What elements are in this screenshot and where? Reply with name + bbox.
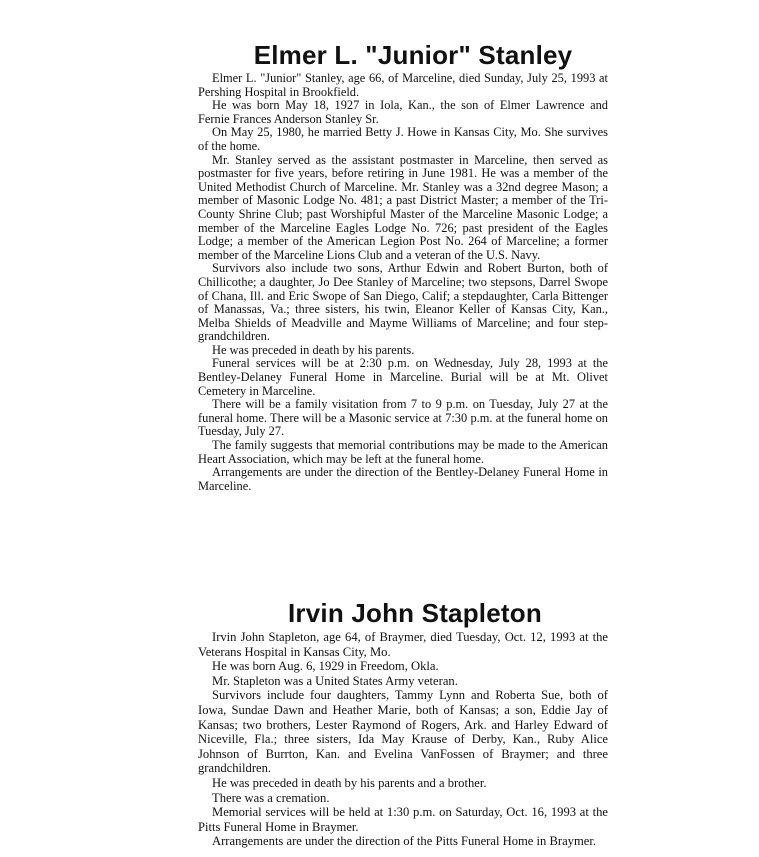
obituary-paragraph: Survivors also include two sons, Arthur Edwin and Robert Burton, both of Chillicothe; a daughter, Jo Dee Stanley of Marceline; two stepsons, Darrel Swope of Chana, Ill. and Eric Swope of San Diego, Calif; a stepdaughter, Carla Bittenger of Manassas, Va.; three sisters, his twin, Eleanor Keller of Kansas City, Kan., Melba Shields of Meadville and Mayme Williams of Marceline; and four step-grandchildren. bbox=[198, 261, 608, 344]
obituary-paragraph: He was preceded in death by his parents and a brother. bbox=[212, 775, 487, 790]
obituary-headline: Irvin John Stapleton bbox=[288, 598, 542, 628]
obituary-headline: Elmer L. "Junior" Stanley bbox=[253, 40, 573, 70]
obituary-paragraph: He was born Aug. 6, 1929 in Freedom, Okla. bbox=[212, 659, 439, 674]
obituary-paragraph: The family suggests that memorial contributions may be made to the American Heart Association, which may be left at the funeral home. bbox=[198, 438, 608, 466]
obituary-paragraph: He was born May 18, 1927 in Iola, Kan., the son of Elmer Lawrence and Fernie Frances Anderson Stanley Sr. bbox=[198, 98, 608, 126]
obituary-paragraph: Mr. Stanley served as the assistant postmaster in Marceline, then served as postmaster for five years, before retiring in June 1981. He was a member of the United Methodist Church of Marceline. Mr. Stanley was a 32nd degree Mason; a member of Masonic Lodge No. 481; a past District Master; a member of the Tri-County Shrine Club; past Worshipful Master of the Marceline Masonic Lodge; a member of the Marceline Eagles Lodge No. 726; past president of the Eagles Lodge; a member of the American Legion Post No. 264 of Marceline; a former member of the Marceline Lions Club and a veteran of the U.S. Navy. bbox=[198, 152, 608, 262]
obituary-elmer-stanley bbox=[198, 40, 608, 493]
obituary-paragraph: On May 25, 1980, he married Betty J. Howe in Kansas City, Mo. She survives of the home. bbox=[198, 125, 608, 153]
obituary-paragraph: Memorial services will be held at 1:30 p.m. on Saturday, Oct. 16, 1993 at the Pitts Funeral Home in Braymer. bbox=[198, 805, 608, 834]
obituary-paragraph: Arrangements are under the direction of the Pitts Funeral Home in Braymer. bbox=[212, 834, 596, 849]
obituary-paragraph: Irvin John Stapleton, age 64, of Braymer, died Tuesday, Oct. 12, 1993 at the Veterans Hospital in Kansas City, Mo. bbox=[198, 630, 608, 659]
obituary-paragraph: He was preceded in death by his parents. bbox=[212, 342, 415, 357]
obituary-paragraph: Mr. Stapleton was a United States Army veteran. bbox=[212, 673, 458, 688]
obituary-paragraph: Funeral services will be at 2:30 p.m. on Wednesday, July 28, 1993 at the Bentley-Delaney Funeral Home in Marceline. Burial will be at Mt. Olivet Cemetery in Marceline. bbox=[198, 356, 608, 398]
obituary-paragraph: Elmer L. "Junior" Stanley, age 66, of Marceline, died Sunday, July 25, 1993 at Pershing Hospital in Brookfield. bbox=[198, 71, 608, 99]
obituary-paragraph: There will be a family visitation from 7 to 9 p.m. on Tuesday, July 27 at the funeral home. There will be a Masonic service at 7:30 p.m. at the funeral home on Tuesday, July 27. bbox=[198, 397, 608, 439]
obituary-paragraph: Survivors include four daughters, Tammy Lynn and Roberta Sue, both of Iowa, Sundae Dawn and Heather Marie, both of Kansas; a son, Eddie Jay of Kansas; two brothers, Lester Raymond of Rogers, Ark. and Harley Edward of Niceville, Fla.; three sisters, Ida May Krause of Derby, Kan., Ruby Alice Johnson of Burrton, Kan. and Evelina VanFossen of Braymer; and three grandchildren. bbox=[198, 688, 608, 776]
obituary-paragraph: Arrangements are under the direction of the Bentley-Delaney Funeral Home in Marceline. bbox=[198, 465, 608, 493]
obituary-paragraph: There was a cremation. bbox=[212, 790, 330, 805]
obituary-irvin-stapleton bbox=[198, 598, 608, 849]
